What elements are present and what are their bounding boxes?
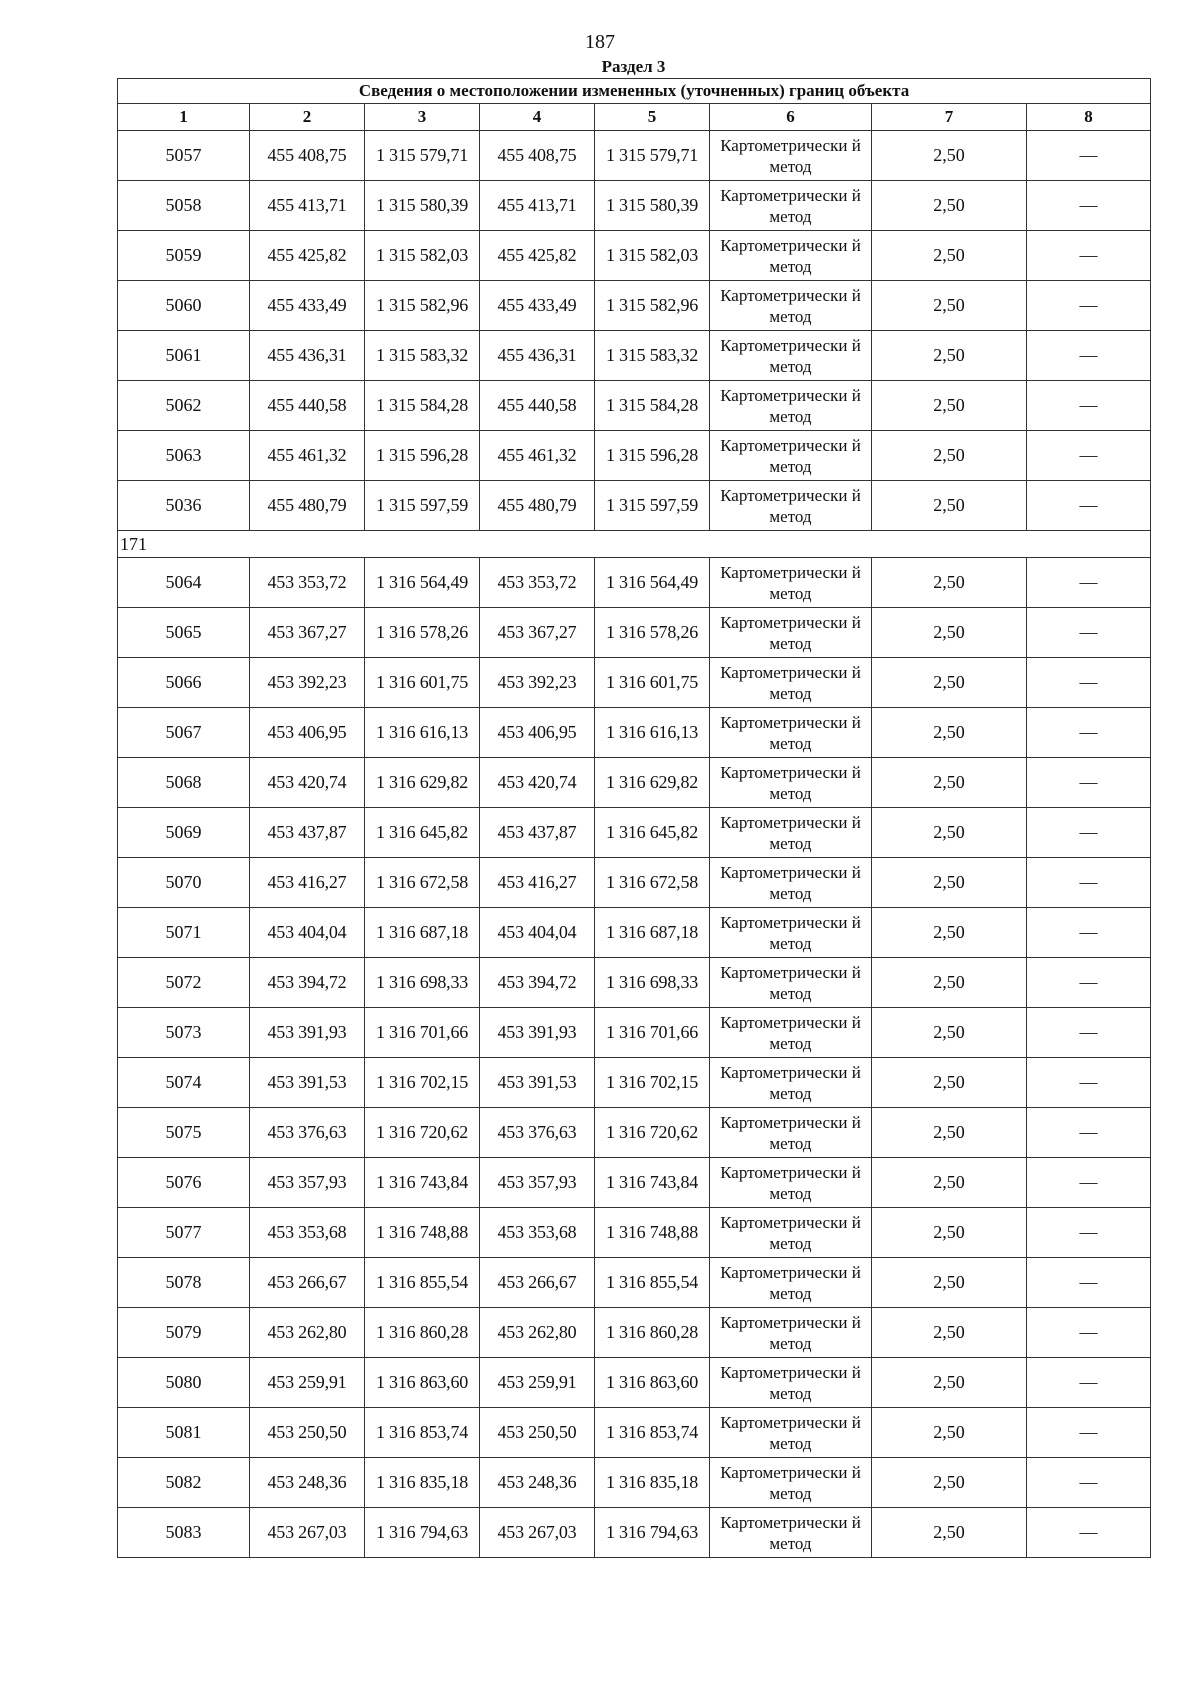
x-coord-cell: 455 461,32 [480, 431, 595, 481]
point-number-cell: 5073 [118, 1008, 250, 1058]
y-coord-cell: 1 315 584,28 [595, 381, 710, 431]
precision-cell: 2,50 [872, 1408, 1027, 1458]
table-row [118, 131, 1151, 181]
y-coord-cell: 1 316 720,62 [365, 1108, 480, 1158]
y-coord-cell: 1 316 687,18 [365, 908, 480, 958]
column-header: 3 [365, 104, 480, 131]
y-coord-cell: 1 316 578,26 [595, 608, 710, 658]
x-coord-cell: 453 248,36 [480, 1458, 595, 1508]
y-coord-cell: 1 316 687,18 [595, 908, 710, 958]
table-row [118, 1108, 1151, 1158]
precision-cell: 2,50 [872, 1108, 1027, 1158]
column-header: 7 [872, 104, 1027, 131]
table-row [118, 958, 1151, 1008]
x-coord-cell: 455 413,71 [480, 181, 595, 231]
point-number-cell: 5057 [118, 131, 250, 181]
description-cell: — [1027, 181, 1151, 231]
description-cell: — [1027, 1508, 1151, 1558]
precision-cell: 2,50 [872, 1308, 1027, 1358]
point-number-cell: 5059 [118, 231, 250, 281]
y-coord-cell: 1 315 579,71 [365, 131, 480, 181]
table-row [118, 858, 1151, 908]
table-row [118, 231, 1151, 281]
precision-cell: 2,50 [872, 1158, 1027, 1208]
y-coord-cell: 1 316 794,63 [595, 1508, 710, 1558]
description-cell: — [1027, 558, 1151, 608]
method-cell: Картометрически й метод [710, 708, 872, 758]
y-coord-cell: 1 316 720,62 [595, 1108, 710, 1158]
method-cell: Картометрически й метод [710, 1458, 872, 1508]
precision-cell: 2,50 [872, 331, 1027, 381]
description-cell: — [1027, 1308, 1151, 1358]
x-coord-cell: 453 391,93 [250, 1008, 365, 1058]
x-coord-cell: 453 392,23 [480, 658, 595, 708]
x-coord-cell: 453 262,80 [250, 1308, 365, 1358]
y-coord-cell: 1 315 584,28 [365, 381, 480, 431]
x-coord-cell: 453 267,03 [250, 1508, 365, 1558]
point-number-cell: 5061 [118, 331, 250, 381]
precision-cell: 2,50 [872, 381, 1027, 431]
x-coord-cell: 455 433,49 [250, 281, 365, 331]
x-coord-cell: 455 408,75 [480, 131, 595, 181]
y-coord-cell: 1 316 855,54 [365, 1258, 480, 1308]
y-coord-cell: 1 316 702,15 [595, 1058, 710, 1108]
column-header: 4 [480, 104, 595, 131]
y-coord-cell: 1 316 564,49 [595, 558, 710, 608]
y-coord-cell: 1 316 835,18 [595, 1458, 710, 1508]
table-row [118, 1158, 1151, 1208]
x-coord-cell: 455 433,49 [480, 281, 595, 331]
y-coord-cell: 1 316 853,74 [595, 1408, 710, 1458]
method-cell: Картометрически й метод [710, 608, 872, 658]
description-cell: — [1027, 1008, 1151, 1058]
y-coord-cell: 1 316 835,18 [365, 1458, 480, 1508]
precision-cell: 2,50 [872, 1008, 1027, 1058]
table-row [118, 1408, 1151, 1458]
point-number-cell: 5072 [118, 958, 250, 1008]
x-coord-cell: 453 406,95 [250, 708, 365, 758]
method-cell: Картометрически й метод [710, 381, 872, 431]
x-coord-cell: 453 259,91 [480, 1358, 595, 1408]
table-row [118, 381, 1151, 431]
method-cell: Картометрически й метод [710, 558, 872, 608]
description-cell: — [1027, 708, 1151, 758]
description-cell: — [1027, 1408, 1151, 1458]
precision-cell: 2,50 [872, 1458, 1027, 1508]
method-cell: Картометрически й метод [710, 1508, 872, 1558]
table-body [118, 131, 1151, 1558]
precision-cell: 2,50 [872, 958, 1027, 1008]
x-coord-cell: 453 248,36 [250, 1458, 365, 1508]
page-number: 187 [585, 31, 615, 53]
precision-cell: 2,50 [872, 1208, 1027, 1258]
y-coord-cell: 1 316 645,82 [365, 808, 480, 858]
x-coord-cell: 453 376,63 [480, 1108, 595, 1158]
table-row [118, 1008, 1151, 1058]
precision-cell: 2,50 [872, 808, 1027, 858]
y-coord-cell: 1 316 601,75 [595, 658, 710, 708]
x-coord-cell: 453 353,72 [250, 558, 365, 608]
group-row [118, 531, 1151, 558]
table-row [118, 1208, 1151, 1258]
x-coord-cell: 453 267,03 [480, 1508, 595, 1558]
precision-cell: 2,50 [872, 431, 1027, 481]
y-coord-cell: 1 316 794,63 [365, 1508, 480, 1558]
x-coord-cell: 453 394,72 [250, 958, 365, 1008]
precision-cell: 2,50 [872, 1358, 1027, 1408]
y-coord-cell: 1 315 582,96 [595, 281, 710, 331]
y-coord-cell: 1 316 860,28 [365, 1308, 480, 1358]
x-coord-cell: 453 404,04 [250, 908, 365, 958]
table-row [118, 281, 1151, 331]
y-coord-cell: 1 316 616,13 [595, 708, 710, 758]
x-coord-cell: 453 404,04 [480, 908, 595, 958]
table-row [118, 758, 1151, 808]
x-coord-cell: 453 420,74 [250, 758, 365, 808]
point-number-cell: 5036 [118, 481, 250, 531]
y-coord-cell: 1 315 582,96 [365, 281, 480, 331]
table-row [118, 1458, 1151, 1508]
x-coord-cell: 455 425,82 [250, 231, 365, 281]
document-body [117, 56, 1150, 1558]
point-number-cell: 5069 [118, 808, 250, 858]
y-coord-cell: 1 316 645,82 [595, 808, 710, 858]
precision-cell: 2,50 [872, 281, 1027, 331]
x-coord-cell: 455 480,79 [480, 481, 595, 531]
point-number-cell: 5065 [118, 608, 250, 658]
y-coord-cell: 1 315 579,71 [595, 131, 710, 181]
method-cell: Картометрически й метод [710, 1108, 872, 1158]
y-coord-cell: 1 316 601,75 [365, 658, 480, 708]
y-coord-cell: 1 315 582,03 [365, 231, 480, 281]
x-coord-cell: 453 266,67 [480, 1258, 595, 1308]
y-coord-cell: 1 316 743,84 [595, 1158, 710, 1208]
y-coord-cell: 1 316 698,33 [365, 958, 480, 1008]
point-number-cell: 5082 [118, 1458, 250, 1508]
y-coord-cell: 1 315 597,59 [365, 481, 480, 531]
precision-cell: 2,50 [872, 1258, 1027, 1308]
x-coord-cell: 453 391,93 [480, 1008, 595, 1058]
point-number-cell: 5062 [118, 381, 250, 431]
method-cell: Картометрически й метод [710, 1408, 872, 1458]
point-number-cell: 5071 [118, 908, 250, 958]
x-coord-cell: 453 250,50 [480, 1408, 595, 1458]
y-coord-cell: 1 316 863,60 [595, 1358, 710, 1408]
y-coord-cell: 1 316 863,60 [365, 1358, 480, 1408]
description-cell: — [1027, 281, 1151, 331]
x-coord-cell: 453 392,23 [250, 658, 365, 708]
description-cell: — [1027, 958, 1151, 1008]
table-row [118, 808, 1151, 858]
table-row [118, 708, 1151, 758]
point-number-cell: 5074 [118, 1058, 250, 1108]
method-cell: Картометрически й метод [710, 858, 872, 908]
x-coord-cell: 455 425,82 [480, 231, 595, 281]
table-row [118, 1508, 1151, 1558]
description-cell: — [1027, 331, 1151, 381]
x-coord-cell: 453 357,93 [250, 1158, 365, 1208]
description-cell: — [1027, 1058, 1151, 1108]
table-row [118, 331, 1151, 381]
precision-cell: 2,50 [872, 558, 1027, 608]
precision-cell: 2,50 [872, 608, 1027, 658]
method-cell: Картометрически й метод [710, 1008, 872, 1058]
table-row [118, 1058, 1151, 1108]
y-coord-cell: 1 316 860,28 [595, 1308, 710, 1358]
y-coord-cell: 1 316 743,84 [365, 1158, 480, 1208]
table-row [118, 908, 1151, 958]
x-coord-cell: 455 440,58 [250, 381, 365, 431]
method-cell: Картометрически й метод [710, 431, 872, 481]
description-cell: — [1027, 758, 1151, 808]
y-coord-cell: 1 316 855,54 [595, 1258, 710, 1308]
point-number-cell: 5077 [118, 1208, 250, 1258]
x-coord-cell: 453 250,50 [250, 1408, 365, 1458]
method-cell: Картометрически й метод [710, 181, 872, 231]
x-coord-cell: 453 367,27 [480, 608, 595, 658]
description-cell: — [1027, 1458, 1151, 1508]
point-number-cell: 5079 [118, 1308, 250, 1358]
y-coord-cell: 1 315 583,32 [595, 331, 710, 381]
point-number-cell: 5058 [118, 181, 250, 231]
point-number-cell: 5060 [118, 281, 250, 331]
y-coord-cell: 1 316 672,58 [365, 858, 480, 908]
x-coord-cell: 455 436,31 [250, 331, 365, 381]
x-coord-cell: 453 259,91 [250, 1358, 365, 1408]
precision-cell: 2,50 [872, 231, 1027, 281]
description-cell: — [1027, 381, 1151, 431]
boundary-table [117, 78, 1151, 1558]
y-coord-cell: 1 316 853,74 [365, 1408, 480, 1458]
x-coord-cell: 455 440,58 [480, 381, 595, 431]
method-cell: Картометрически й метод [710, 808, 872, 858]
x-coord-cell: 453 437,87 [250, 808, 365, 858]
x-coord-cell: 453 266,67 [250, 1258, 365, 1308]
table-row [118, 1308, 1151, 1358]
precision-cell: 2,50 [872, 858, 1027, 908]
precision-cell: 2,50 [872, 908, 1027, 958]
column-header: 2 [250, 104, 365, 131]
method-cell: Картометрически й метод [710, 1158, 872, 1208]
description-cell: — [1027, 481, 1151, 531]
point-number-cell: 5066 [118, 658, 250, 708]
y-coord-cell: 1 316 629,82 [365, 758, 480, 808]
x-coord-cell: 455 408,75 [250, 131, 365, 181]
x-coord-cell: 453 353,68 [250, 1208, 365, 1258]
group-label: 171 [118, 531, 1151, 558]
method-cell: Картометрически й метод [710, 758, 872, 808]
y-coord-cell: 1 316 629,82 [595, 758, 710, 808]
point-number-cell: 5064 [118, 558, 250, 608]
y-coord-cell: 1 315 597,59 [595, 481, 710, 531]
column-header: 6 [710, 104, 872, 131]
method-cell: Картометрически й метод [710, 131, 872, 181]
x-coord-cell: 453 391,53 [250, 1058, 365, 1108]
precision-cell: 2,50 [872, 481, 1027, 531]
point-number-cell: 5076 [118, 1158, 250, 1208]
x-coord-cell: 455 461,32 [250, 431, 365, 481]
point-number-cell: 5068 [118, 758, 250, 808]
column-header-row [118, 104, 1151, 131]
precision-cell: 2,50 [872, 131, 1027, 181]
precision-cell: 2,50 [872, 1058, 1027, 1108]
column-header: 1 [118, 104, 250, 131]
description-cell: — [1027, 1158, 1151, 1208]
table-row [118, 1258, 1151, 1308]
point-number-cell: 5080 [118, 1358, 250, 1408]
x-coord-cell: 453 437,87 [480, 808, 595, 858]
table-row [118, 1358, 1151, 1408]
description-cell: — [1027, 908, 1151, 958]
y-coord-cell: 1 316 616,13 [365, 708, 480, 758]
method-cell: Картометрически й метод [710, 481, 872, 531]
x-coord-cell: 453 394,72 [480, 958, 595, 1008]
y-coord-cell: 1 315 596,28 [365, 431, 480, 481]
y-coord-cell: 1 316 701,66 [365, 1008, 480, 1058]
description-cell: — [1027, 1108, 1151, 1158]
method-cell: Картометрически й метод [710, 1258, 872, 1308]
description-cell: — [1027, 231, 1151, 281]
table-row [118, 431, 1151, 481]
description-cell: — [1027, 658, 1151, 708]
x-coord-cell: 455 436,31 [480, 331, 595, 381]
point-number-cell: 5081 [118, 1408, 250, 1458]
method-cell: Картометрически й метод [710, 658, 872, 708]
point-number-cell: 5070 [118, 858, 250, 908]
y-coord-cell: 1 316 702,15 [365, 1058, 480, 1108]
y-coord-cell: 1 316 748,88 [595, 1208, 710, 1258]
y-coord-cell: 1 316 672,58 [595, 858, 710, 908]
precision-cell: 2,50 [872, 658, 1027, 708]
description-cell: — [1027, 808, 1151, 858]
precision-cell: 2,50 [872, 1508, 1027, 1558]
x-coord-cell: 455 480,79 [250, 481, 365, 531]
point-number-cell: 5067 [118, 708, 250, 758]
x-coord-cell: 453 406,95 [480, 708, 595, 758]
method-cell: Картометрически й метод [710, 908, 872, 958]
point-number-cell: 5083 [118, 1508, 250, 1558]
method-cell: Картометрически й метод [710, 1208, 872, 1258]
method-cell: Картометрически й метод [710, 1308, 872, 1358]
description-cell: — [1027, 1258, 1151, 1308]
y-coord-cell: 1 316 748,88 [365, 1208, 480, 1258]
x-coord-cell: 453 353,72 [480, 558, 595, 608]
point-number-cell: 5078 [118, 1258, 250, 1308]
description-cell: — [1027, 858, 1151, 908]
method-cell: Картометрически й метод [710, 231, 872, 281]
x-coord-cell: 453 391,53 [480, 1058, 595, 1108]
x-coord-cell: 455 413,71 [250, 181, 365, 231]
y-coord-cell: 1 315 582,03 [595, 231, 710, 281]
precision-cell: 2,50 [872, 708, 1027, 758]
description-cell: — [1027, 1358, 1151, 1408]
description-cell: — [1027, 1208, 1151, 1258]
method-cell: Картометрически й метод [710, 1358, 872, 1408]
x-coord-cell: 453 420,74 [480, 758, 595, 808]
table-row [118, 608, 1151, 658]
y-coord-cell: 1 316 698,33 [595, 958, 710, 1008]
x-coord-cell: 453 376,63 [250, 1108, 365, 1158]
y-coord-cell: 1 315 580,39 [595, 181, 710, 231]
point-number-cell: 5063 [118, 431, 250, 481]
precision-cell: 2,50 [872, 758, 1027, 808]
point-number-cell: 5075 [118, 1108, 250, 1158]
x-coord-cell: 453 416,27 [480, 858, 595, 908]
x-coord-cell: 453 353,68 [480, 1208, 595, 1258]
x-coord-cell: 453 367,27 [250, 608, 365, 658]
table-row [118, 481, 1151, 531]
precision-cell: 2,50 [872, 181, 1027, 231]
y-coord-cell: 1 316 564,49 [365, 558, 480, 608]
y-coord-cell: 1 315 583,32 [365, 331, 480, 381]
method-cell: Картометрически й метод [710, 281, 872, 331]
column-header: 5 [595, 104, 710, 131]
method-cell: Картометрически й метод [710, 958, 872, 1008]
table-row [118, 181, 1151, 231]
y-coord-cell: 1 315 596,28 [595, 431, 710, 481]
section-title: Раздел 3 [601, 57, 666, 76]
y-coord-cell: 1 316 578,26 [365, 608, 480, 658]
table-row [118, 658, 1151, 708]
description-cell: — [1027, 608, 1151, 658]
x-coord-cell: 453 262,80 [480, 1308, 595, 1358]
description-cell: — [1027, 431, 1151, 481]
column-header: 8 [1027, 104, 1151, 131]
x-coord-cell: 453 357,93 [480, 1158, 595, 1208]
table-row [118, 558, 1151, 608]
method-cell: Картометрически й метод [710, 331, 872, 381]
table-caption: Сведения о местоположении измененных (уточненных) границ объекта [118, 79, 1151, 104]
method-cell: Картометрически й метод [710, 1058, 872, 1108]
description-cell: — [1027, 131, 1151, 181]
y-coord-cell: 1 315 580,39 [365, 181, 480, 231]
y-coord-cell: 1 316 701,66 [595, 1008, 710, 1058]
x-coord-cell: 453 416,27 [250, 858, 365, 908]
